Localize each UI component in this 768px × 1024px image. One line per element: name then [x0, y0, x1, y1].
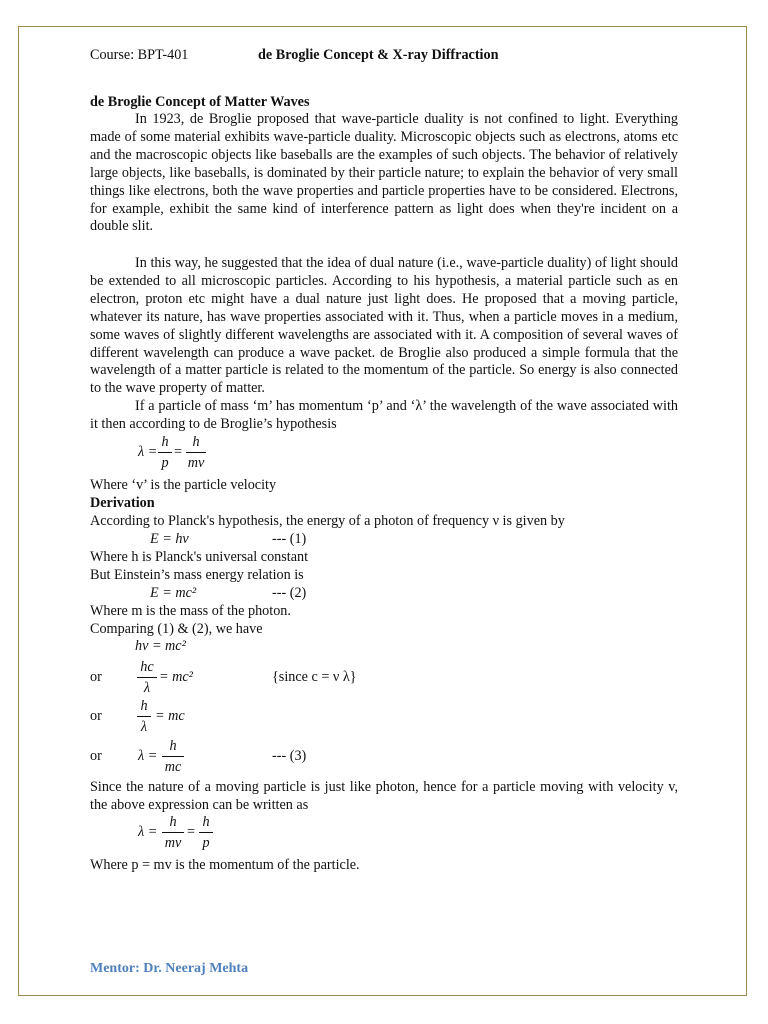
equation-2-tag: --- (2)	[272, 585, 307, 601]
course-code: Course: BPT-401	[90, 47, 189, 63]
planck-constant-line: Where h is Planck's universal constant	[90, 549, 309, 565]
section-heading: de Broglie Concept of Matter Waves	[90, 94, 310, 110]
or-label: or	[90, 748, 102, 764]
paragraph-hypothesis: In this way, he suggested that the idea of dual nature (i.e., wave-particle duality) of light should be extended to all microscopic particles. According to his hypothesis, a material particle such as en electron, proton etc might have a dual nature just light does. He proposed that a moving particle, whatever its nature, has wave properties associated with it. Thus, when a particle moves in a medium, some waves of slightly different wavelengths are associated with it. A composition of several waves of different wavelength can produce a wave packet. de Broglie also produced a simple formula that the wavelength of a matter particle is related to the momentum of the particle. So energy is also connected to the wave property of matter.	[90, 255, 678, 397]
photon-mass-line: Where m is the mass of the photon.	[90, 603, 291, 619]
or-label: or	[90, 669, 102, 685]
velocity-note: Where ‘v’ is the particle velocity	[90, 477, 277, 493]
planck-line: According to Planck's hypothesis, the energy of a photon of frequency ν is given by	[90, 513, 565, 529]
comparing-line: Comparing (1) & (2), we have	[90, 621, 263, 637]
or-label: or	[90, 708, 102, 724]
equation-3: hν = mc²	[135, 638, 186, 654]
equation-1-tag: --- (1)	[272, 531, 307, 547]
mentor-footer: Mentor: Dr. Neeraj Mehta	[90, 961, 249, 976]
paragraph-mass-momentum: If a particle of mass ‘m’ has momentum ‘p’ and ‘λ’ the wavelength of the wave associated with it then according to de Broglie’s hypothesis	[90, 398, 678, 432]
paragraph-intro: In 1923, de Broglie proposed that wave-particle duality is not confined to light. Everything made of some material exhibits wave-particle duality. Microscopic objects such as electrons, atoms etc and the macroscopic objects like baseballs are the examples of such objects. The behavior of relatively large objects, like baseballs, is dominated by their particle nature; to explain the behavior of very small things like electrons, both the wave properties and particle properties have to be considered. Electrons, for example, exhibit the same kind of interference pattern as light does when they're incident on a double slit.	[90, 111, 678, 235]
derivation-heading: Derivation	[90, 495, 155, 511]
momentum-note: Where p = mv is the momentum of the particle.	[90, 857, 360, 873]
document-title: de Broglie Concept & X-ray Diffraction	[258, 47, 499, 63]
since-note: {since c = ν λ}	[272, 669, 357, 685]
einstein-line: But Einstein’s mass energy relation is	[90, 567, 304, 583]
equation-2: E = mc²	[150, 585, 197, 601]
moving-particle-paragraph: Since the nature of a moving particle is just like photon, hence for a particle moving with velocity v, the above expression can be written as	[90, 779, 678, 813]
equation-1: E = hν	[150, 531, 189, 547]
